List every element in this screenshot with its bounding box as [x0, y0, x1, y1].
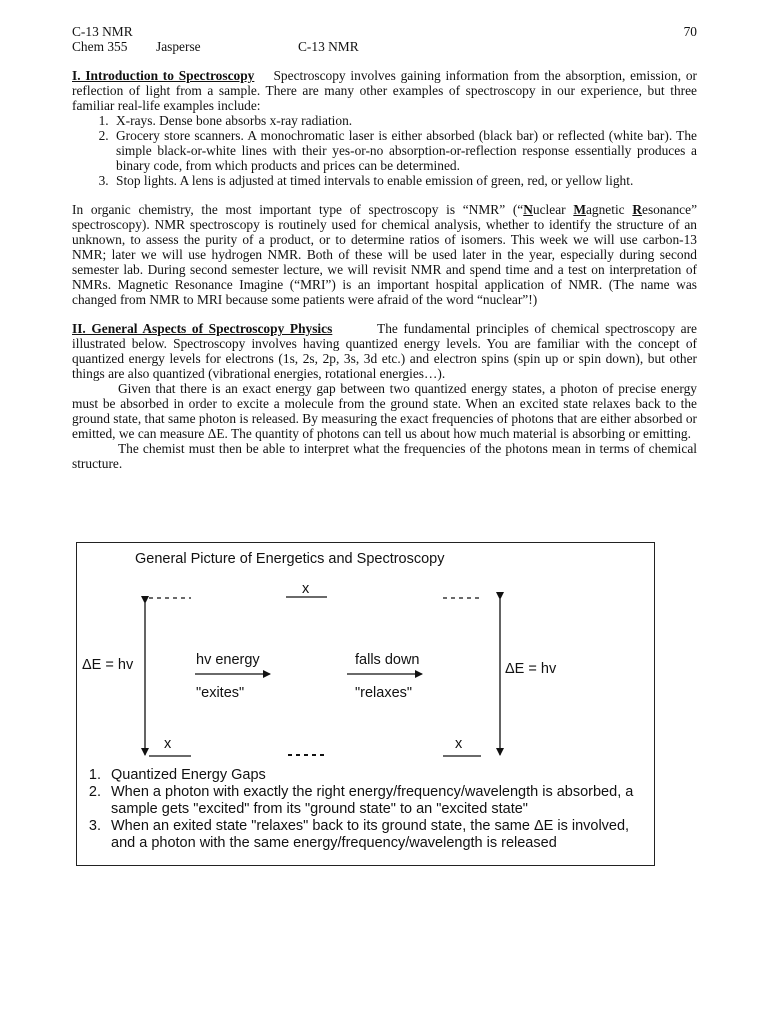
nmr-acronym-letter: R: [632, 202, 642, 217]
intro-text: Spectroscopy involves gaining information from the absorption, emission, or reflection of light from a sample. There are many other examples of spectroscopy in our experience, but three familiar real-life examples include:: [72, 68, 698, 113]
molecule-marker: x: [302, 581, 310, 597]
relax-label-top: falls down: [355, 652, 420, 668]
section-heading: II. General Aspects of Spectroscopy Physics: [72, 321, 333, 336]
list-item: 1. X-rays. Dense bone absorbs x-ray radiation.: [112, 113, 697, 128]
nmr-acronym-letter: M: [573, 202, 586, 217]
header-topic: C-13 NMR: [72, 24, 133, 39]
list-item: 3. When an exited state "relaxes" back to its ground state, the same ΔE is involved, and a photon with the same energy/frequency/wavelength is released: [105, 818, 651, 852]
nmr-section: [72, 202, 697, 307]
left-gap-label: ΔE = hv: [82, 657, 134, 673]
course-subtitle: C-13 NMR: [298, 39, 359, 54]
right-gap-label: ΔE = hv: [505, 661, 557, 677]
nmr-acronym-letter: N: [523, 202, 533, 217]
examples-list: [72, 113, 697, 188]
relax-label-bottom: "relaxes": [355, 685, 413, 701]
diagram-title: General Picture of Energetics and Spectroscopy: [135, 551, 445, 567]
energy-gap-paragraph: Given that there is an exact energy gap between two quantized energy states, a photon of precise energy must be absorbed in order to excite a molecule from the ground state. When an excited state relaxes back to the ground state, that same photon is released. By measuring the exact frequencies of photons that are either absorbed or emitted, we can measure ΔE. The quantity of photons can tell us about how much material is absorbing or emitting.: [72, 381, 697, 441]
excite-label-top: hv energy: [196, 652, 260, 668]
author-name: Jasperse: [156, 39, 201, 54]
nmr-text: agnetic: [585, 202, 633, 217]
molecule-marker: x: [164, 736, 172, 752]
document-page: [72, 24, 697, 471]
list-item: 1. Quantized Energy Gaps: [105, 767, 651, 784]
nmr-text: esonance” spectroscopy). NMR spectroscopy is routinely used for chemical analysis, whether to identify the structure of an unknown, to assess the purity of a product, or to determine ratios of isomers. This week we will use carbon-13 NMR; later we will use hydrogen NMR. Both of these will be used later in the year, especially during second semester lab. During second semester lecture, we will revisit NMR and spend time and a test on interpretation of NMRs. Magnetic Resonance Imagine (“MRI”) is an important hospital application of NMR. (The name was changed from NMR to MRI because some patients were afraid of the word “nuclear”!): [72, 202, 698, 307]
nmr-text: uclear: [532, 202, 574, 217]
intro-paragraph: [72, 68, 697, 113]
course-line: [72, 39, 697, 54]
list-item: 3. Stop lights. A lens is adjusted at timed intervals to enable emission of green, red, or yellow light.: [112, 173, 697, 188]
list-item: 2. When a photon with exactly the right energy/frequency/wavelength is absorbed, a sample gets "excited" from its "ground state" to an "excited state": [105, 784, 651, 818]
section-heading: I. Introduction to Spectroscopy: [72, 68, 255, 83]
excite-label-bottom: "exites": [196, 685, 245, 701]
nmr-paragraph: [72, 202, 697, 307]
physics-paragraph: [72, 321, 697, 381]
running-header: [72, 24, 697, 39]
physics-text: The fundamental principles of chemical spectroscopy are illustrated below. Spectroscopy involves having quantized energy levels. You are familiar with the concept of quantized energy levels for electrons (1s, 2s, 2p, 3s, 3d etc.) and electron spins (spin up or spin down), but other things are also quantized (vibrational energies, rotational energies…).: [72, 321, 697, 381]
interpretation-paragraph: The chemist must then be able to interpret what the frequencies of the photons mean in terms of chemical structure.: [72, 441, 697, 471]
energetics-diagram: [76, 542, 655, 866]
section-introduction: [72, 68, 697, 188]
diagram-points-list: [83, 767, 651, 852]
molecule-marker: x: [455, 736, 463, 752]
list-item: 2. Grocery store scanners. A monochromatic laser is either absorbed (black bar) or reflected (white bar). The simple black-or-white lines with their yes-or-no absorption-or-reflection response essentially produces a binary code, from which products and prices can be determined.: [112, 128, 697, 173]
course-name: Chem 355: [72, 39, 128, 54]
page-number: 70: [683, 24, 697, 39]
nmr-text: In organic chemistry, the most important type of spectroscopy is “NMR” (“: [72, 202, 524, 217]
section-physics: [72, 321, 697, 471]
